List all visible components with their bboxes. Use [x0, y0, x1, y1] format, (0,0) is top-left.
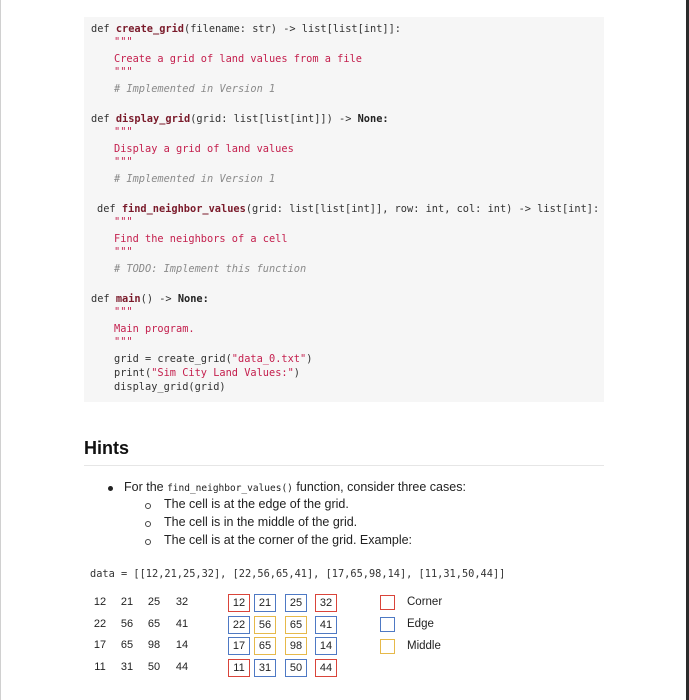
- function-name: main: [115, 293, 141, 305]
- legend-label: Edge: [407, 618, 434, 630]
- code-line-main-def: def main() -> None:: [91, 293, 209, 305]
- code-line-display-call: display_grid(grid): [114, 381, 226, 393]
- bullet-circle: [145, 503, 151, 509]
- grid-cell: 32: [175, 596, 189, 608]
- docstring-quote: """: [114, 36, 133, 48]
- grid-cell: 65: [120, 639, 134, 651]
- grid-cell: 44: [175, 660, 189, 673]
- grid-cell: 31: [120, 660, 134, 673]
- grid-cell: 25: [147, 596, 161, 608]
- legend-swatch-edge: [380, 617, 395, 632]
- grid-cell: 12: [93, 596, 107, 608]
- legend-label: Middle: [407, 640, 441, 652]
- grid-cell: 17: [93, 639, 107, 651]
- function-name: display_grid: [115, 113, 191, 125]
- legend-swatch-middle: [380, 639, 395, 654]
- grid-cell-edge: 14: [315, 637, 337, 655]
- function-name: find_neighbor_values: [121, 203, 246, 215]
- bullet-circle: [145, 521, 151, 527]
- code-line-find-neighbor-values-def: def find_neighbor_values(grid: list[list[int]], row: int, col: int) -> list[int]:: [97, 203, 600, 215]
- grid-cell-middle: 65: [285, 616, 307, 634]
- docstring-quote: """: [114, 306, 133, 318]
- grid-cell: 22: [93, 617, 107, 630]
- grid-cell-middle: 65: [254, 637, 276, 655]
- grid-cell-corner: 44: [315, 659, 337, 677]
- docstring-quote: """: [114, 246, 133, 258]
- grid-cell-edge: 31: [254, 659, 276, 677]
- hints-divider: [84, 465, 604, 466]
- docstring-quote: """: [114, 66, 133, 78]
- bullet-dot: [108, 486, 113, 491]
- code-line-print: print("Sim City Land Values:"): [114, 367, 300, 379]
- function-name: create_grid: [115, 23, 185, 35]
- grid-cell: 11: [94, 660, 106, 673]
- hints-heading: Hints: [84, 438, 129, 458]
- grid-cell-edge: 21: [254, 594, 276, 612]
- legend-label: Corner: [407, 596, 443, 608]
- grid-cell-corner: 11: [228, 659, 250, 677]
- docstring-quote: """: [114, 216, 133, 228]
- grid-cell: 98: [147, 639, 161, 651]
- grid-cell-edge: 25: [285, 594, 307, 612]
- grid-cell: 14: [175, 639, 189, 651]
- docstring-text: Create a grid of land values from a file: [114, 53, 362, 65]
- page-border-left: [0, 0, 1, 700]
- docstring-quote: """: [114, 336, 133, 348]
- data-definition: data = [[12,21,25,32], [22,56,65,41], [17,65,98,14], [11,31,50,44]]: [90, 568, 506, 580]
- inline-code: find_neighbor_values(): [167, 483, 293, 494]
- grid-cell: 65: [147, 617, 161, 630]
- code-line-grid-assign: grid = create_grid("data_0.txt"): [114, 353, 313, 365]
- code-line-display-grid-def: def display_grid(grid: list[list[int]]) -> None:: [91, 113, 389, 125]
- docstring-text: Find the neighbors of a cell: [114, 233, 288, 245]
- grid-cell-middle: 98: [285, 637, 307, 655]
- grid-cell: 56: [120, 617, 134, 630]
- grid-cell-corner: 32: [315, 594, 337, 612]
- bullet-circle: [145, 539, 151, 545]
- grid-cell-corner: 12: [228, 594, 250, 612]
- grid-cell-edge: 17: [228, 637, 250, 655]
- legend-swatch-corner: [380, 595, 395, 610]
- code-comment: # Implemented in Version 1: [114, 83, 276, 95]
- grid-cell-middle: 56: [254, 616, 276, 634]
- docstring-quote: """: [114, 156, 133, 168]
- docstring-text: Main program.: [114, 323, 195, 335]
- code-comment: # TODO: Implement this function: [114, 263, 307, 275]
- grid-cell-edge: 50: [285, 659, 307, 677]
- code-line-create-grid-def: def create_grid(filename: str) -> list[list[int]]:: [91, 23, 401, 35]
- code-comment: # Implemented in Version 1: [114, 173, 276, 185]
- grid-cell: 50: [147, 660, 161, 673]
- code-block: [84, 17, 604, 402]
- grid-cell: 41: [175, 617, 189, 630]
- grid-cell-edge: 41: [315, 616, 337, 634]
- grid-cell-edge: 22: [228, 616, 250, 634]
- docstring-quote: """: [114, 126, 133, 138]
- docstring-text: Display a grid of land values: [114, 143, 294, 155]
- grid-cell: 21: [120, 596, 134, 608]
